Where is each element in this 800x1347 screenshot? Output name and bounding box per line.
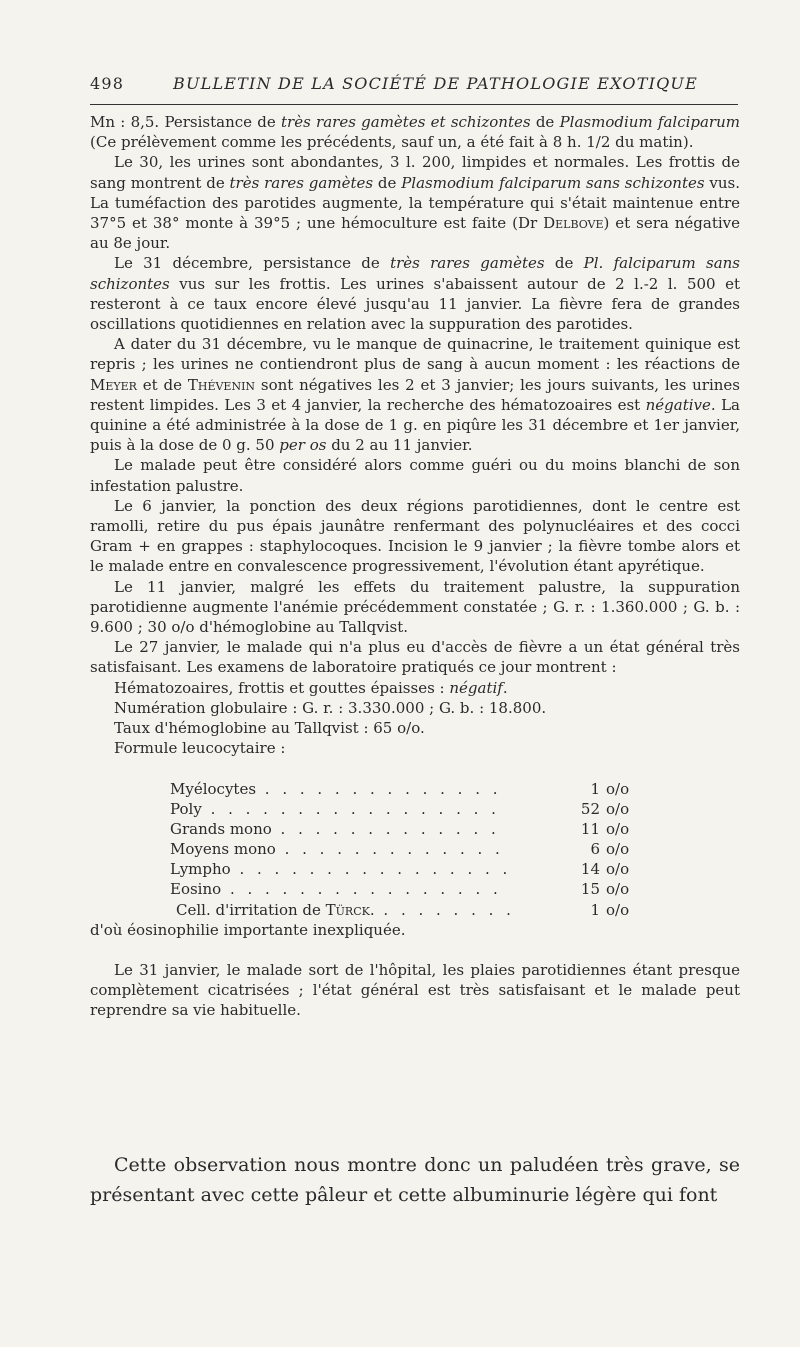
paragraph: Le 30, les urines sont abondantes, 3 l. 200, limpides et normales. Les frottis de sang montrent de très rares gamètes de Plasmodium falciparum sans schizontes vus. La tuméfaction des parotides augmente, la température qui s'était maintenue entre 37°5 et 38° monte à 39°5 ; une hémoculture est faite (Dr Delbove) et sera négative au 8e jour. <box>90 153 741 253</box>
paragraph: Le 31 décembre, persistance de très rares gamètes de Pl. falciparum sans schizontes vus sur les frottis. Les urines s'abaissent autour de 2 l.-2 l. 500 et resteront à ce taux encore élevé jusqu'au 11 janvier. La fièvre fera de grandes oscillations quotidiennes en relation avec la suppuration des parotides. <box>90 254 740 334</box>
header-rule <box>90 104 738 105</box>
lab-line: Taux d'hémoglobine au Tallqvist : 65 o/o. <box>114 719 425 738</box>
lab-results <box>90 678 740 759</box>
lab-line: Numération globulaire : G. r. : 3.330.000 ; G. b. : 18.800. <box>114 698 547 717</box>
lab-line: Hématozoaires, frottis et gouttes épaisses : négatif. <box>114 678 508 697</box>
formula-row: Lympho . . . 14 o/o <box>90 859 740 879</box>
journal-title: BULLETIN DE LA SOCIÉTÉ DE PATHOLOGIE EXOTIQUE <box>173 74 698 93</box>
formula-row: Myélocytes . . . 1 o/o <box>90 779 740 799</box>
paragraph: Le 31 janvier, le malade sort de l'hôpital, les plaies parotidiennes étant presque complètement cicatrisées ; l'état général est très satisfaisant et le malade peut reprendre sa vie habituelle. <box>90 961 740 1020</box>
lab-line: Formule leucocytaire : <box>114 739 286 758</box>
paragraph: A dater du 31 décembre, vu le manque de quinacrine, le traitement quinique est repris ; les urines ne contiendront plus de sang à aucun moment : les réactions de Meyer et de Thévenin sont négatives les 2 et 3 janvier; les jours suivants, les urines restent limpides. Les 3 et 4 janvier, la recherche des hématozoaires est négative. La quinine a été administrée à la dose de 1 g. en piqûre les 31 décembre et 1er janvier, puis à la dose de 0 g. 50 per os du 2 au 11 janvier. <box>90 335 740 455</box>
formula-row: Grands mono . . . 11 o/o <box>90 819 740 839</box>
paragraph: Le malade peut être considéré alors comme guéri ou du moins blanchi de son infestation palustre. <box>90 456 740 495</box>
leucocyte-formula <box>90 779 740 920</box>
paragraph: Le 11 janvier, malgré les effets du traitement palustre, la suppuration parotidienne augmente l'anémie précédemment constatée ; G. r. : 1.360.000 ; G. b. : 9.600 ; 30 o/o d'hémoglobine au Tallqvist. <box>90 577 740 637</box>
page-number: 498 <box>90 74 125 93</box>
paragraph: Le 6 janvier, la ponction des deux régions parotidiennes, dont le centre est ramolli, retire du pus épais jaunâtre renfermant des polynucléaires et des cocci Gram + en grappes : staphylocoques. Incision le 9 janvier ; la fièvre tombe alors et le malade entre en convalescence progressivement, l'évolution étant apyrétique. <box>90 496 740 576</box>
paragraph: Mn : 8,5. Persistance de très rares gamètes et schizontes de Plasmodium falciparum (Ce prélèvement comme les précédents, sauf un, a été fait à 8 h. 1/2 du matin). <box>90 113 740 152</box>
final-paragraph: Cette observation nous montre donc un paludéen très grave, se présentant avec cette pâleur et cette albuminurie légère qui font <box>90 1154 740 1206</box>
formula-row: Eosino . . . 15 o/o <box>90 879 740 899</box>
formula-row: Cell. d'irritation de Türck. . . . 1 o/o <box>90 900 740 920</box>
body-text <box>90 112 740 1021</box>
paragraph: Le 27 janvier, le malade qui n'a plus eu d'accès de fièvre a un état général très satisfaisant. Les examens de laboratoire pratiqués ce jour montrent : <box>90 638 740 677</box>
formula-row: Poly . . . 52 o/o <box>90 799 740 819</box>
formula-row: Moyens mono . . . 6 o/o <box>90 839 740 859</box>
paragraph: d'où éosinophilie importante inexpliquée. <box>90 920 406 939</box>
